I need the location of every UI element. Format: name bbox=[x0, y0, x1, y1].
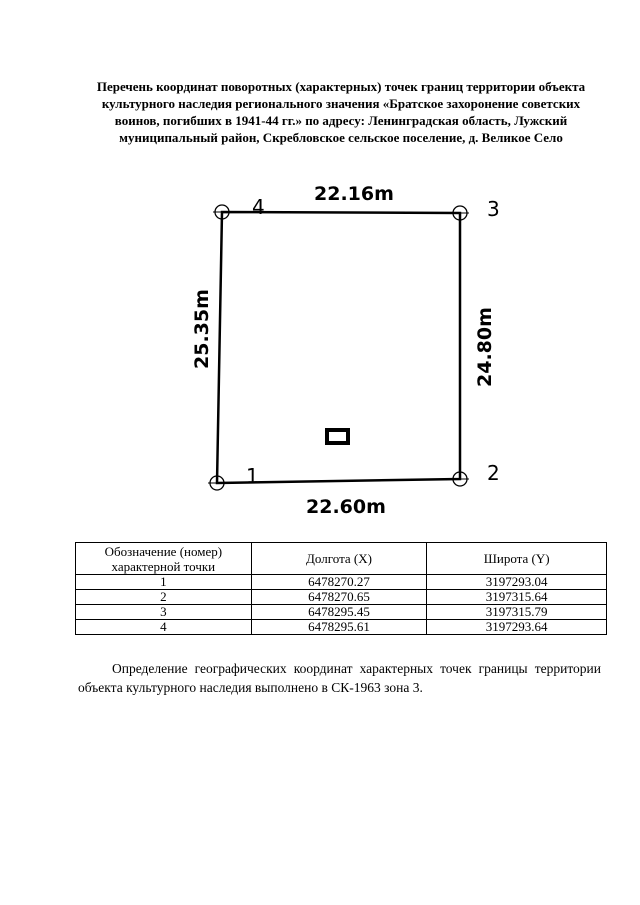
side-length-top: 22.16m bbox=[314, 183, 394, 205]
side-length-left: 25.35m bbox=[191, 289, 213, 369]
document-title: Перечень координат поворотных (характерных) точек границ территории объекта культурного наследия регионального значения «Братское захоронение советских воинов, погибших в 1941-44 гг.» по адресу: Ленинградская область, Лужский муниципальный район, Скребловское сельское поселение, д. Великое Село bbox=[96, 79, 586, 145]
coordinates-table bbox=[75, 542, 607, 635]
table-header-row bbox=[76, 543, 607, 575]
cell-x: 6478270.65 bbox=[251, 590, 427, 605]
cell-x: 6478270.27 bbox=[251, 575, 427, 590]
cell-y: 3197315.79 bbox=[427, 605, 607, 620]
cell-point: 4 bbox=[76, 620, 252, 635]
header-longitude: Долгота (X) bbox=[251, 543, 427, 575]
table-row bbox=[76, 605, 607, 620]
cell-point: 1 bbox=[76, 575, 252, 590]
point-label-1: 1 bbox=[246, 464, 259, 488]
point-label-2: 2 bbox=[487, 461, 500, 485]
header-latitude: Широта (Y) bbox=[427, 543, 607, 575]
point-label-3: 3 bbox=[487, 197, 500, 221]
cell-point: 2 bbox=[76, 590, 252, 605]
cell-x: 6478295.45 bbox=[251, 605, 427, 620]
table-row bbox=[76, 590, 607, 605]
side-length-bottom: 22.60m bbox=[306, 496, 386, 518]
coordinate-system-note: Определение географических координат характерных точек границы территории объекта культурного наследия выполнено в СК-1963 зона 3. bbox=[78, 661, 601, 695]
point-label-4: 4 bbox=[252, 195, 265, 219]
table-row bbox=[76, 575, 607, 590]
cell-y: 3197315.64 bbox=[427, 590, 607, 605]
cell-y: 3197293.64 bbox=[427, 620, 607, 635]
cell-y: 3197293.04 bbox=[427, 575, 607, 590]
side-length-right: 24.80m bbox=[474, 307, 496, 387]
monument-symbol bbox=[327, 430, 348, 443]
header-point: Обозначение (номер) характерной точки bbox=[76, 543, 252, 575]
table-row bbox=[76, 620, 607, 635]
cell-x: 6478295.61 bbox=[251, 620, 427, 635]
cell-point: 3 bbox=[76, 605, 252, 620]
